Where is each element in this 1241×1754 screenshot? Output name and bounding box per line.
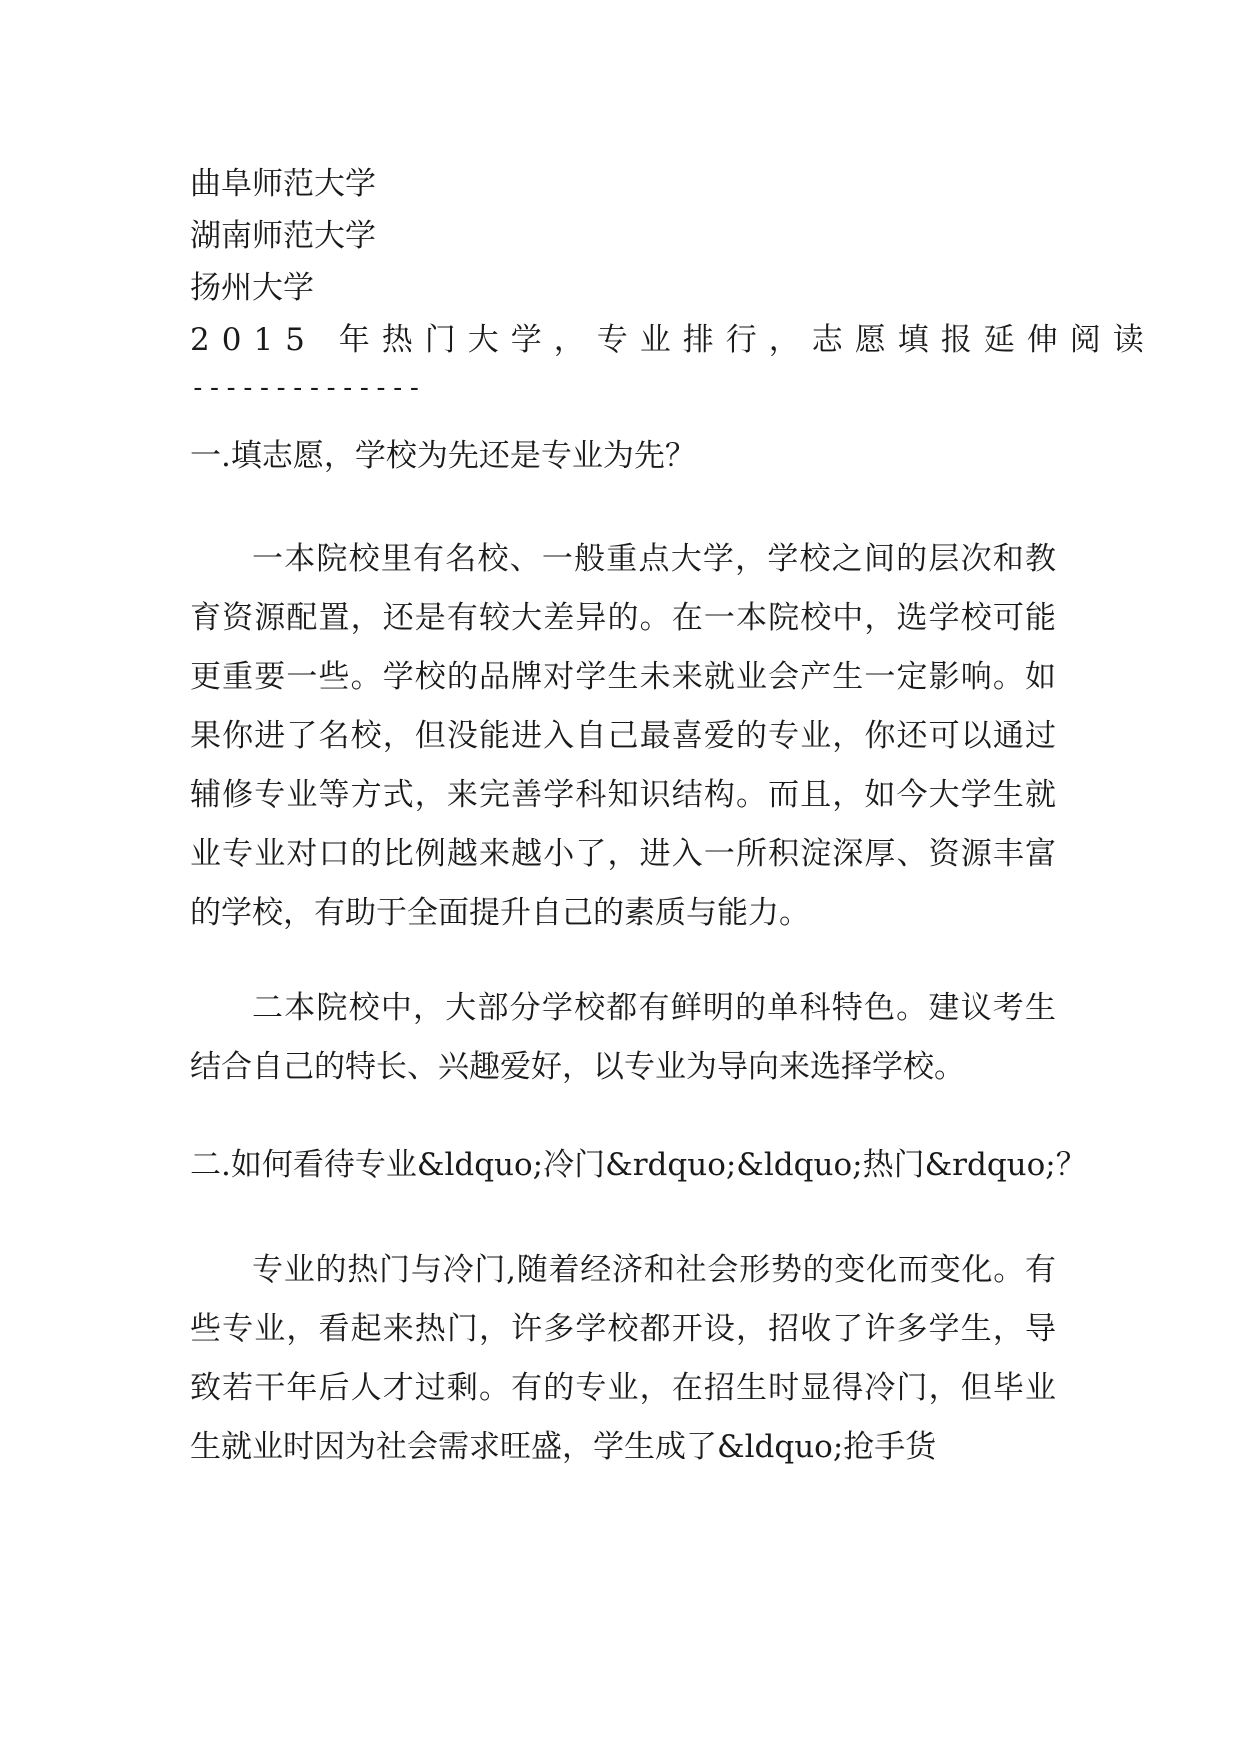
paragraph-2: 二本院校中，大部分学校都有鲜明的单科特色。建议考生结合自己的特长、兴趣爱好，以专业为导向来选择学校。: [190, 990, 1056, 1085]
separator-line: --------------: [190, 373, 424, 403]
document-body: [190, 158, 1156, 1477]
section-heading-1: 一.填志愿，学校为先还是专业为先？: [190, 438, 696, 474]
paragraph-3: 专业的热门与冷门,随着经济和社会形势的变化而变化。有些专业，看起来热门，许多学校都开设，招收了许多学生，导致若干年后人才过剩。有的专业，在招生时显得冷门，但毕业生就业时因为社会需求旺盛，学生成了&ldquo;抢手货: [190, 1252, 1056, 1465]
school-name: 曲阜师范大学: [190, 166, 376, 202]
article-title: 2015 年热门大学，专业排行，志愿填报延伸阅读: [190, 322, 1156, 358]
school-name: 湖南师范大学: [190, 218, 376, 254]
section-heading-2: 二.如何看待专业&ldquo;冷门&rdquo;&ldquo;热门&rdquo;？: [190, 1147, 1087, 1183]
school-name: 扬州大学: [190, 270, 314, 306]
paragraph-1: 一本院校里有名校、一般重点大学，学校之间的层次和教育资源配置，还是有较大差异的。在一本院校中，选学校可能更重要一些。学校的品牌对学生未来就业会产生一定影响。如果你进了名校，但没能进入自己最喜爱的专业，你还可以通过辅修专业等方式，来完善学科知识结构。而且，如今大学生就业专业对口的比例越来越小了，进入一所积淀深厚、资源丰富的学校，有助于全面提升自己的素质与能力。: [190, 541, 1056, 931]
